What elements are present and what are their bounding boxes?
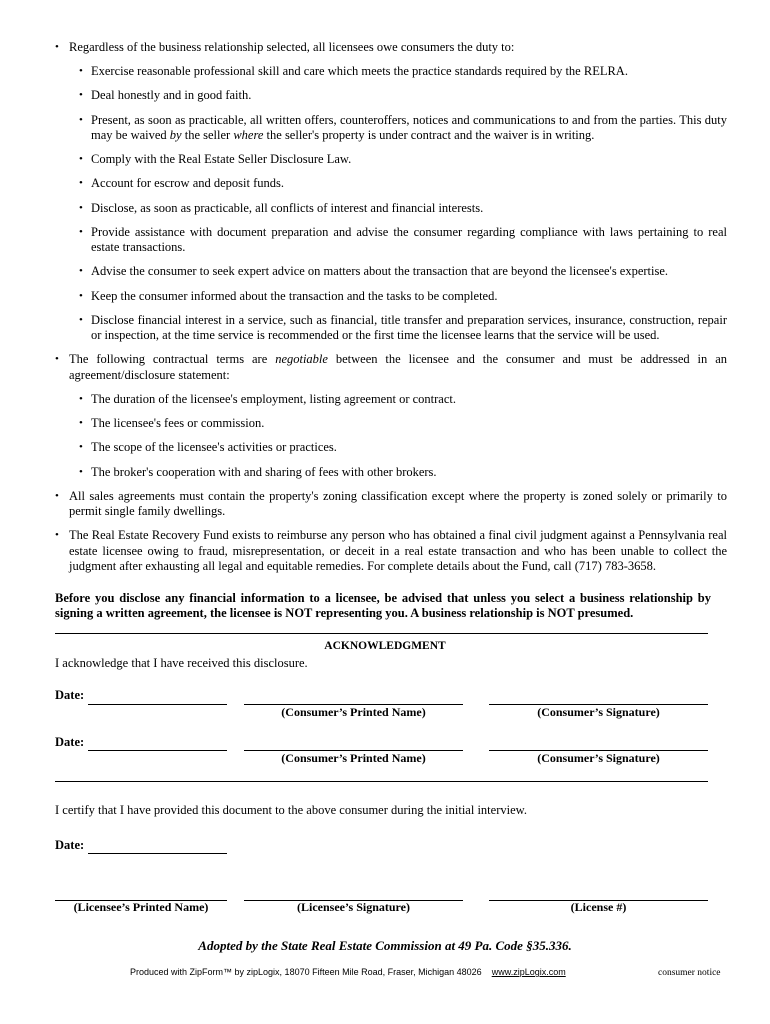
- date-label: Date:: [55, 688, 85, 702]
- consumer-signature-caption: (Consumer’s Signature): [537, 705, 660, 719]
- date-label: Date:: [55, 735, 85, 749]
- list-item-negotiable: • The following contractual terms are negotiable between the licensee and the consumer and must be addressed in an agreement/disclosure statement: • The duration of the licensee's employment, listing agreement or contract. • The licensee's fees or commission. • The scope of the licensee's activities or practices. • The broker's cooperation with and sharing of fees with other brokers.: [55, 352, 727, 480]
- acknowledgment-statement: I acknowledge that I have received this disclosure.: [55, 656, 308, 670]
- list-item: • Provide assistance with document preparation and advise the consumer regarding compliance with laws pertaining to real estate transactions.: [69, 225, 727, 256]
- licensee-date-field[interactable]: [88, 853, 227, 854]
- list-item-present-offers: • Present, as soon as practicable, all written offers, counteroffers, notices and communications to and from the parties. This duty may be waived by the seller where the seller's property is under contract and the waiver is in writing.: [69, 113, 727, 144]
- section-divider: [55, 781, 708, 782]
- list-item: • Disclose, as soon as practicable, all conflicts of interest and financial interests.: [69, 201, 727, 216]
- list-item: • The broker's cooperation with and sharing of fees with other brokers.: [69, 465, 727, 480]
- adopted-statement: Adopted by the State Real Estate Commission at 49 Pa. Code §35.336.: [198, 938, 572, 953]
- list-item: • Advise the consumer to seek expert advice on matters about the transaction that are beyond the licensee's expertise.: [69, 264, 727, 279]
- list-item-recovery-fund: • The Real Estate Recovery Fund exists to reimburse any person who has obtained a final civil judgment against a Pennsylvania real estate licensee owing to fraud, misrepresentation, or deceit in a real estate transaction and who has been unable to collect the judgment after exhausting all legal and equitable remedies. For complete details about the Fund, call (717) 783-3658.: [55, 528, 727, 574]
- acknowledgment-title: ACKNOWLEDGMENT: [324, 640, 446, 652]
- list-item: • Keep the consumer informed about the transaction and the tasks to be completed.: [69, 289, 727, 304]
- licensee-signature-caption: (Licensee’s Signature): [297, 900, 410, 914]
- licensee-printed-name-caption: (Licensee’s Printed Name): [73, 900, 209, 914]
- list-item: • Deal honestly and in good faith.: [69, 88, 727, 103]
- consumer-printed-name-caption: (Consumer’s Printed Name): [281, 705, 426, 719]
- certification-statement: I certify that I have provided this document to the above consumer during the initial interview.: [55, 803, 527, 817]
- consumer-printed-name-caption: (Consumer’s Printed Name): [281, 751, 426, 765]
- disclosure-list: [55, 40, 727, 584]
- duties-sublist: [69, 64, 727, 343]
- duties-intro: Regardless of the business relationship selected, all licensees owe consumers the duty to:: [69, 40, 515, 54]
- list-item: • Exercise reasonable professional skill and care which meets the practice standards required by the RELRA.: [69, 64, 727, 79]
- date-label: Date:: [55, 838, 85, 852]
- list-item: • The scope of the licensee's activities or practices.: [69, 440, 727, 455]
- date-field-2[interactable]: [88, 750, 227, 751]
- footer-credit: [130, 967, 566, 977]
- license-number-caption: (License #): [570, 900, 627, 914]
- list-item: • Comply with the Real Estate Seller Disclosure Law.: [69, 152, 727, 167]
- date-field-1[interactable]: [88, 704, 227, 705]
- business-relationship-warning: Before you disclose any financial information to a licensee, be advised that unless you select a business relationship by signing a written agreement, the licensee is NOT representing you. A business relationship is NOT presumed.: [55, 591, 711, 621]
- footer-produced: Produced with ZipForm™ by zipLogix, 18070 Fifteen Mile Road, Fraser, Michigan 48026: [130, 967, 482, 977]
- consumer-signature-caption: (Consumer’s Signature): [537, 751, 660, 765]
- negotiable-sublist: [69, 392, 727, 480]
- form-name: consumer notice: [658, 968, 721, 978]
- list-item: • Disclose financial interest in a service, such as financial, title transfer and preparation services, insurance, construction, repair or inspection, at the time service is recommended or the first time the licensee learns that the service will be used.: [69, 313, 727, 344]
- section-divider: [55, 633, 708, 634]
- list-item: • The duration of the licensee's employment, listing agreement or contract.: [69, 392, 727, 407]
- list-item: • The licensee's fees or commission.: [69, 416, 727, 431]
- list-item-duties: [55, 40, 727, 344]
- list-item-zoning: • All sales agreements must contain the property's zoning classification except where the property is zoned solely or primarily to permit single family dwellings.: [55, 489, 727, 520]
- ziplogix-link[interactable]: www.zipLogix.com: [491, 967, 566, 977]
- list-item: • Account for escrow and deposit funds.: [69, 176, 727, 191]
